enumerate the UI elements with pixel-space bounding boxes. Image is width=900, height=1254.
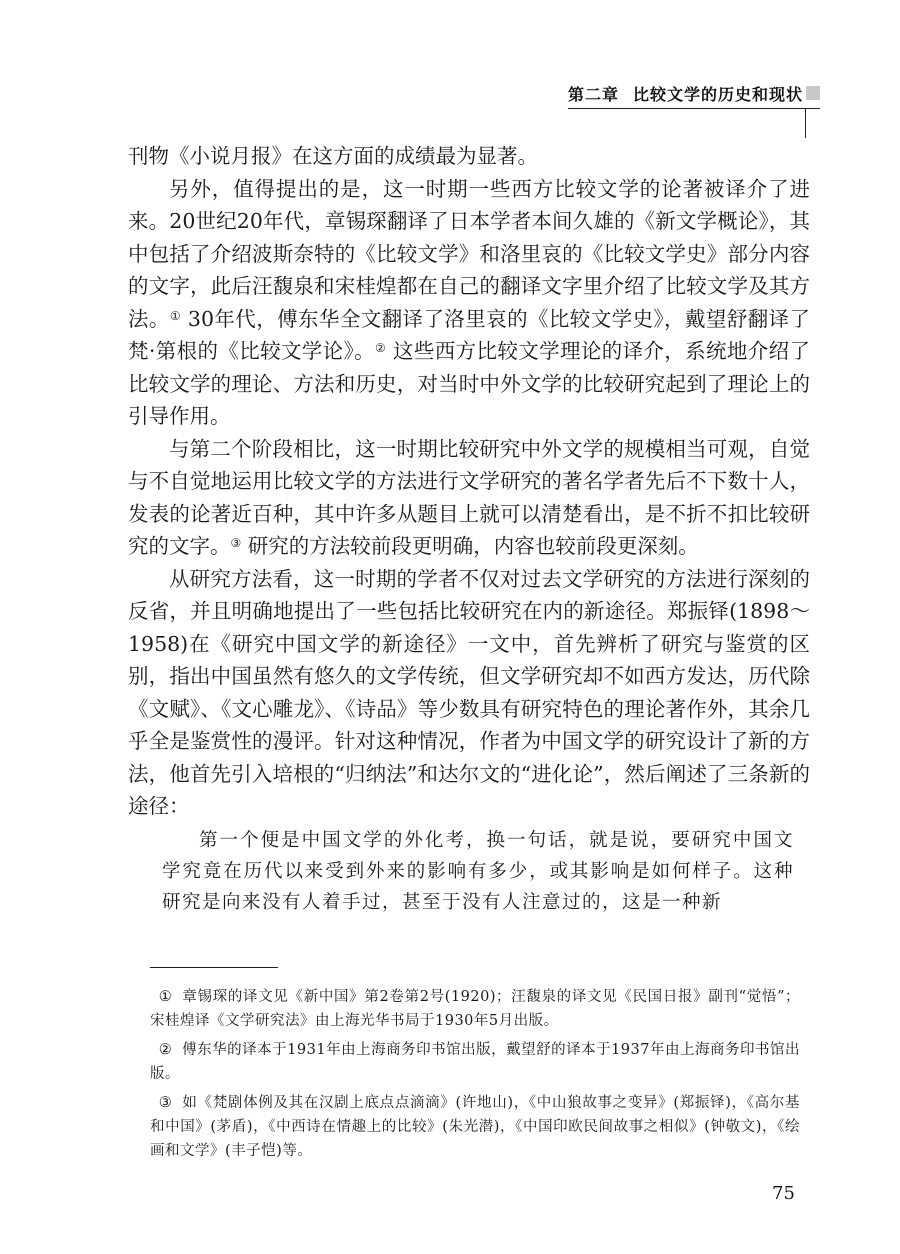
page-number: 75	[772, 1183, 795, 1204]
header-marker	[806, 86, 820, 100]
main-text	[128, 140, 810, 823]
footnote-mark: ②	[158, 1042, 173, 1058]
paragraph: 与第二个阶段相比，这一时期比较研究中外文学的规模相当可观，自觉与不自觉地运用比较文学的方法进行文学研究的著名学者先后不下数十人，发表的论著近百种，其中许多从题目上就可以清楚看出，是不折不扣比较研究的文字。③ 研究的方法较前段更明确，内容也较前段更深刻。	[128, 436, 810, 558]
quote-text: 第一个便是中国文学的外化考，换一句话，就是说，要研究中国文学究竟在历代以来受到外来的影响有多少，或其影响是如何样子。这种研究是向来没有人着手过，甚至于没有人注意过的，这是一种新	[162, 830, 794, 913]
footnote-mark: ①	[158, 989, 173, 1005]
paragraph: 刊物《小说月报》在这方面的成绩最为显著。	[128, 144, 538, 168]
header-vertical-rule	[805, 108, 806, 138]
footnote-text: 傅东华的译本于1931年由上海商务印书馆出版，戴望舒的译本于1937年由上海商务印书馆出版。	[150, 1042, 800, 1082]
footnote-ref: ①	[169, 308, 181, 323]
running-header	[568, 82, 803, 105]
footnote-ref: ③	[230, 536, 242, 550]
header-rule	[568, 108, 820, 109]
footnote-ref: ②	[375, 341, 387, 355]
footnote-text: 章锡琛的译文见《新中国》第2卷第2号(1920)；汪馥泉的译文见《民国日报》副刊“觉悟”；宋桂煌译《文学研究法》由上海光华书局于1930年5月出版。	[150, 989, 800, 1029]
footnote	[150, 1038, 800, 1086]
footnote-mark: ③	[158, 1095, 173, 1111]
footnote	[150, 1091, 800, 1163]
paragraph: 另外，值得提出的是，这一时期一些西方比较文学的论著被译介了进来。20世纪20年代，章锡琛翻译了日本学者本间久雄的《新文学概论》，其中包括了介绍波斯奈特的《比较文学》和洛里哀的《比较文学史》部分内容的文字，此后汪馥泉和宋桂煌都在自己的翻译文字里介绍了比较文学及其方法。① 30年代，傅东华全文翻译了洛里哀的《比较文学史》，戴望舒翻译了梵·第根的《比较文学论》。② 这些西方比较文学理论的译介，系统地介绍了比较文学的理论、方法和历史，对当时中外文学的比较研究起到了理论上的引导作用。	[128, 176, 810, 428]
chapter-number: 第二章	[568, 85, 620, 104]
footnote-text: 如《梵剧体例及其在汉剧上底点点滴滴》(许地山)，《中山狼故事之变异》(郑振铎)，《高尔基和中国》(茅盾)，《中西诗在情趣上的比较》(朱光潜)，《中国印欧民间故事之相似》(钟敬文)，《绘画和文学》(丰子恺)等。	[150, 1095, 801, 1159]
chapter-title: 比较文学的历史和现状	[633, 85, 804, 104]
footnotes	[150, 985, 800, 1168]
block-quote	[162, 825, 794, 918]
footnote-rule	[150, 967, 278, 968]
footnote	[150, 985, 800, 1033]
paragraph: 从研究方法看，这一时期的学者不仅对过去文学研究的方法进行深刻的反省，并且明确地提出了一些包括比较研究在内的新途径。郑振铎(1898～1958)在《研究中国文学的新途径》一文中，首先辨析了研究与鉴赏的区别，指出中国虽然有悠久的文学传统，但文学研究却不如西方发达，历代除《文赋》、《文心雕龙》、《诗品》等少数具有研究特色的理论著作外，其余几乎全是鉴赏性的漫评。针对这种情况，作者为中国文学的研究设计了新的方法，他首先引入培根的“归纳法”和达尔文的“进化论”，然后阐述了三条新的途径：	[128, 566, 810, 818]
